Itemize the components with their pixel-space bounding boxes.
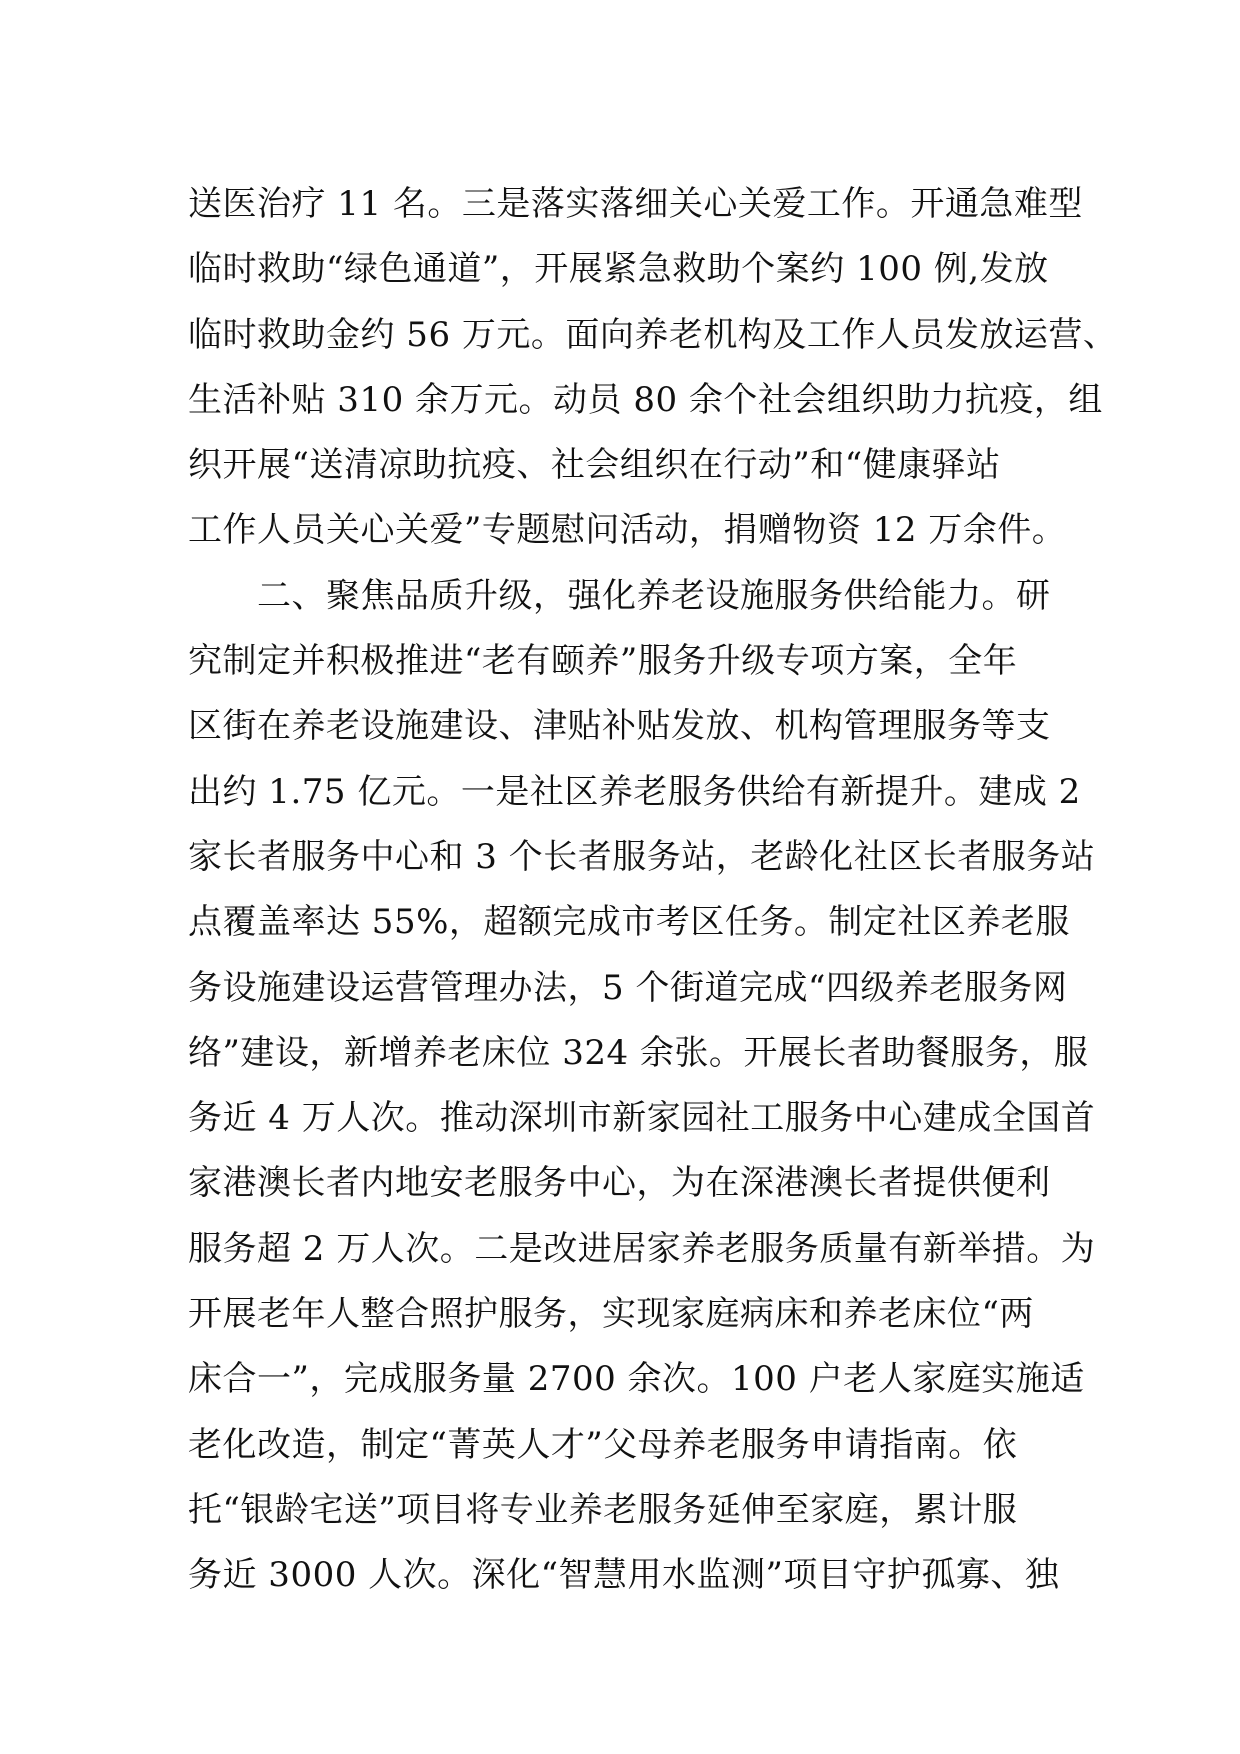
text-line: 出约 1.75 亿元。一是社区养老服务供给有新提升。建成 2 xyxy=(188,771,1081,812)
text-line: 区街在养老设施建设、津贴补贴发放、机构管理服务等支 xyxy=(188,706,1051,747)
text-line: 务近 3000 人次。深化“智慧用水监测”项目守护孤寡、独 xyxy=(188,1555,1060,1596)
text-line: 临时救助金约 56 万元。面向养老机构及工作人员发放运营、 xyxy=(188,314,1118,355)
text-line: 托“银龄宅送”项目将专业养老服务延伸至家庭，累计服 xyxy=(188,1489,1018,1530)
text-line: 临时救助“绿色通道”，开展紧急救助个案约 100 例,发放 xyxy=(188,249,1049,290)
text-line: 床合一”，完成服务量 2700 余次。100 户老人家庭实施适 xyxy=(188,1359,1085,1400)
text-line: 送医治疗 11 名。三是落实落细关心关爱工作。开通急难型 xyxy=(188,184,1083,224)
body-text xyxy=(188,172,1118,1609)
text-line: 家港澳长者内地安老服务中心，为在深港澳长者提供便利 xyxy=(188,1163,1051,1204)
text-line: 务设施建设运营管理办法，5 个街道完成“四级养老服务网 xyxy=(188,967,1068,1008)
text-line: 服务超 2 万人次。二是改进居家养老服务质量有新举措。为 xyxy=(188,1228,1096,1269)
text-line: 络”建设，新增养老床位 324 余张。开展长者助餐服务，服 xyxy=(188,1032,1089,1073)
text-line: 务近 4 万人次。推动深圳市新家园社工服务中心建成全国首 xyxy=(188,1098,1096,1139)
text-line: 生活补贴 310 余万元。动员 80 余个社会组织助力抗疫，组 xyxy=(188,379,1103,420)
text-line: 开展老年人整合照护服务，实现家庭病床和养老床位“两 xyxy=(188,1294,1034,1335)
text-line: 点覆盖率达 55%，超额完成市考区任务。制定社区养老服 xyxy=(188,902,1070,943)
text-line: 家长者服务中心和 3 个长者服务站，老龄化社区长者服务站 xyxy=(188,836,1096,877)
text-line: 织开展“送清凉助抗疫、社会组织在行动”和“健康驿站 xyxy=(188,445,1001,486)
section-heading-line: 二、聚焦品质升级，强化养老设施服务供给能力。研 xyxy=(188,575,1051,616)
text-line: 工作人员关心关爱”专题慰问活动，捐赠物资 12 万余件。 xyxy=(188,510,1067,551)
text-line: 老化改造，制定“菁英人才”父母养老服务申请指南。依 xyxy=(188,1424,1018,1465)
text-line: 究制定并积极推进“老有颐养”服务升级专项方案，全年 xyxy=(188,641,1018,682)
